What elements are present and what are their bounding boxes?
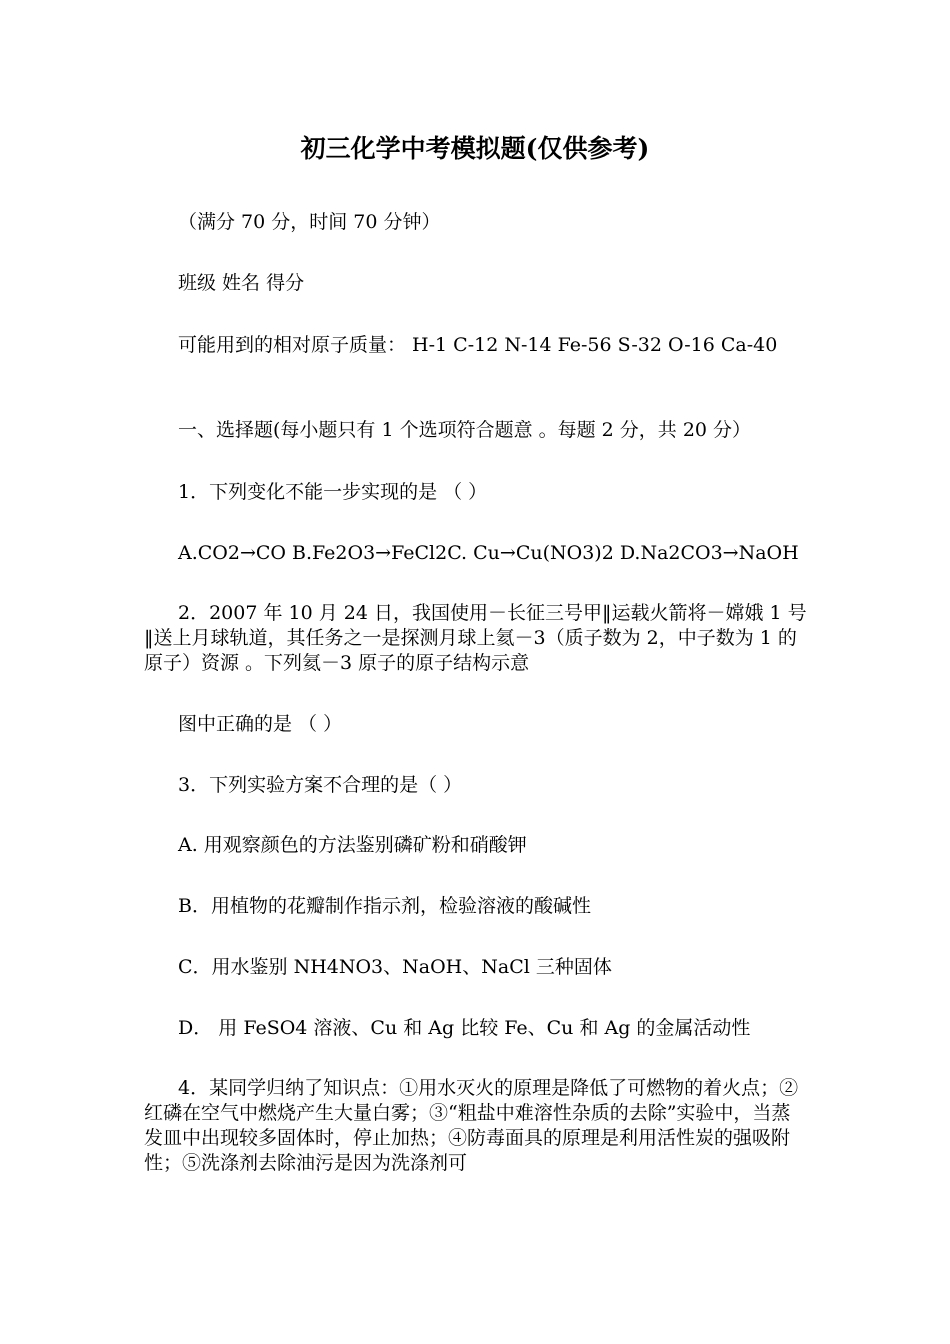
- question-3-option-a: A. 用观察颜色的方法鉴别磷矿粉和硝酸钾: [178, 834, 527, 856]
- question-1: 1．下列变化不能一步实现的是 （ ）: [178, 481, 488, 503]
- question-4: 4．某同学归纳了知识点：①用水灭火的原理是降低了可燃物的着火点；②红磷在空气中燃烧产生大量白雾；③“粗盐中难溶性杂质的去除”实验中，当蒸发皿中出现较多固体时，停止加热；④防毒面具的原理是利用活性炭的强吸附性；⑤洗涤剂去除油污是因为洗涤剂可: [144, 1077, 799, 1174]
- question-1-options: A.CO2→CO B.Fe2O3→FeCl2C. Cu→Cu(NO3)2 D.Na2CO3→NaOH: [178, 542, 799, 564]
- question-2: 2．2007 年 10 月 24 日，我国使用－长征三号甲‖运载火箭将－嫦娥 1 号‖送上月球轨道，其任务之一是探测月球上氦－3（质子数为 2，中子数为 1 的原子）资源 。下列氦－3 原子的原子结构示意: [144, 602, 807, 674]
- section-heading: 一、选择题(每小题只有 1 个选项符合题意 。每题 2 分，共 20 分）: [178, 419, 752, 441]
- question-3-option-b: B．用植物的花瓣制作指示剂，检验溶液的酸碱性: [178, 895, 591, 917]
- question-2-continued: 图中正确的是 （ ）: [178, 713, 343, 735]
- score-time-note: （满分 70 分，时间 70 分钟）: [178, 211, 441, 233]
- question-3-option-c: C．用水鉴别 NH4NO3、NaOH、NaCl 三种固体: [178, 956, 612, 978]
- question-3-option-d: D． 用 FeSO4 溶液、Cu 和 Ag 比较 Fe、Cu 和 Ag 的金属活动性: [178, 1017, 751, 1039]
- question-3: 3．下列实验方案不合理的是（ ）: [178, 774, 463, 796]
- document-title: 初三化学中考模拟题(仅供参考): [300, 134, 650, 163]
- atomic-mass-line: 可能用到的相对原子质量： H-1 C-12 N-14 Fe-56 S-32 O-16 Ca-40: [178, 334, 778, 356]
- student-info-line: 班级 姓名 得分: [178, 272, 305, 294]
